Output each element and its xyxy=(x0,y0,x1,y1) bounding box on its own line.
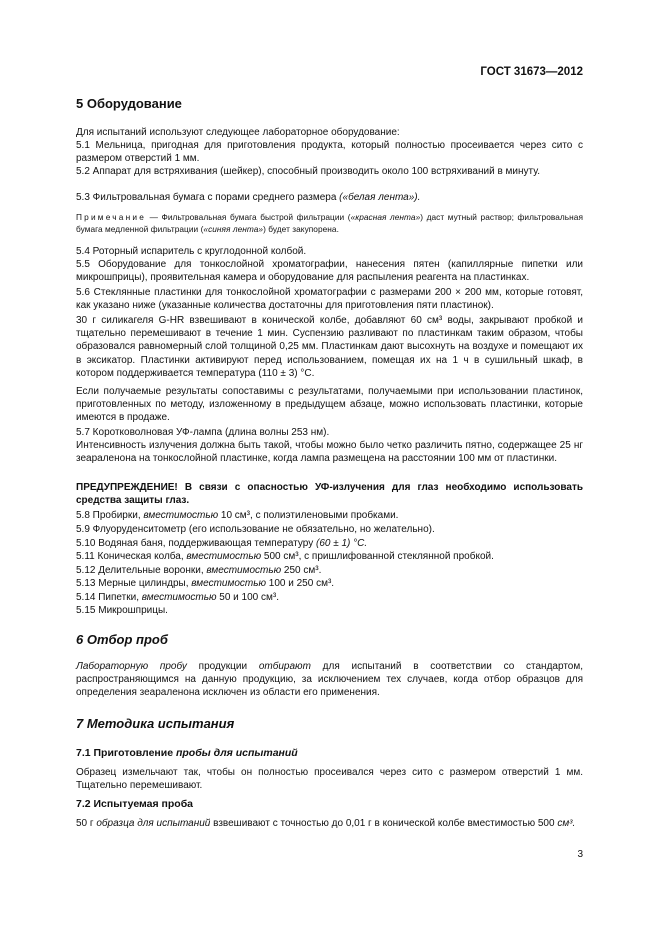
item-5-7 xyxy=(76,426,583,439)
s7-2-paragraph xyxy=(76,817,583,830)
section-5-title: 5 Оборудование xyxy=(76,96,182,111)
item-5-3 xyxy=(76,191,583,204)
item-5-1-text: 5.1 Мельница, пригодная для приготовления продукта, который полностью просеивается через сито с размером отверстий 1 мм. xyxy=(76,140,583,165)
document-header: ГОСТ 31673—2012 xyxy=(480,66,583,78)
item-5-7-intensity xyxy=(76,439,583,465)
item-5-14-a: 5.14 Пипетки, xyxy=(76,592,142,603)
item-5-8-b: вместимостью xyxy=(143,510,219,521)
item-5-11-a: 5.11 Коническая колба, xyxy=(76,551,187,562)
warning-text: ПРЕДУПРЕЖДЕНИЕ! В связи с опасностью УФ-излучения для глаз необходимо использовать средства защиты глаз. xyxy=(76,482,583,507)
s7-2-c: взвешивают с точностью до 0,01 г в конической колбе вместимостью 500 xyxy=(210,818,558,829)
item-5-15 xyxy=(76,604,583,617)
section-6-title: 6 Отбор проб xyxy=(76,632,168,647)
item-5-4-text: 5.4 Роторный испаритель с круглодонной колбой. xyxy=(76,246,307,257)
item-5-15-text: 5.15 Микрошприцы. xyxy=(76,605,168,616)
s6-paragraph xyxy=(76,660,583,700)
item-5-8-c: 10 см³, с полиэтиленовыми пробками. xyxy=(218,510,399,521)
item-5-11-c: 500 см³, с пришлифованной стеклянной пробкой. xyxy=(261,551,494,562)
item-5-1 xyxy=(76,139,583,165)
item-5-6-commercial xyxy=(76,385,583,425)
s6-para-c: отбирают xyxy=(258,661,311,672)
item-5-10-a: 5.10 Водяная баня, поддерживающая температуру xyxy=(76,538,316,549)
item-5-14-c: 50 и 100 см³. xyxy=(216,592,279,603)
subsection-7-1-title xyxy=(76,747,298,759)
item-5-6-prep-text: 30 г силикагеля G-HR взвешивают в конической колбе, добавляют 60 см³ воды, закрывают пробкой и тщательно перемешивают в течение 1 мин. Суспензию разливают по пластинкам таким образом, чтобы образовался равномерный слой толщиной 0,25 мм. Пластинкам дают высохнуть на воздухе и помещают их в эксикатор. Пластинки активируют перед использованием, помещая их на 1 ч в сушильный шкаф, в котором поддерживается температура (110 ± 3) °С. xyxy=(76,315,583,379)
item-5-11 xyxy=(76,550,583,563)
item-5-7-intensity-text: Интенсивность излучения должна быть такой, чтобы можно было четко различить пятно, содержащее 25 нг зеараленона на тонкослойной пластинке, когда лампа размещена на расстоянии 100 мм от пластинки. xyxy=(76,440,583,465)
item-5-12 xyxy=(76,564,583,577)
item-5-14 xyxy=(76,591,583,604)
item-5-2-text: 5.2 Аппарат для встряхивания (шейкер), способный производить около 100 встряхиваний в минуту. xyxy=(76,166,540,177)
item-5-9-text: 5.9 Флуоруденситометр (его использование не обязательно, но желательно). xyxy=(76,524,435,535)
item-5-12-a: 5.12 Делительные воронки, xyxy=(76,565,207,576)
s6-para-b: продукции xyxy=(186,661,259,672)
item-5-10-b: (60 ± 1) °С. xyxy=(316,538,368,549)
s6-para-d: для испытаний в соответствии со стандартом, распространяющимся на данную продукцию, за исключением тех случаев, когда отбор образцов для определения зеараленона исключен из области его применения. xyxy=(76,661,583,699)
item-5-12-b: вместимостью xyxy=(206,565,282,576)
note-text-d: «синяя лента» xyxy=(203,224,264,234)
item-5-5-text: 5.5 Оборудование для тонкослойной хроматографии, нанесения пятен (капиллярные пипетки или микрошприцы), проявительная камера и оборудование для распыления реагента на пластинках. xyxy=(76,259,583,284)
item-5-9 xyxy=(76,523,583,536)
item-5-8-a: 5.8 Пробирки, xyxy=(76,510,144,521)
sub-7-1-b: пробы для испытаний xyxy=(175,747,298,759)
item-5-13-a: 5.13 Мерные цилиндры, xyxy=(76,578,192,589)
s7-2-b: образца для испытаний xyxy=(96,818,211,829)
item-5-8 xyxy=(76,509,583,522)
item-5-10 xyxy=(76,537,583,550)
sub-7-1-a: 7.1 Приготовление xyxy=(76,747,176,759)
page-number: 3 xyxy=(577,849,583,860)
item-5-6-text: 5.6 Стеклянные пластинки для тонкослойной хроматографии с размерами 200 × 200 мм, которые готовят, как указано ниже (указанные количества достаточны для приготовления пяти пластинок). xyxy=(76,287,583,312)
s7-2-d: см³. xyxy=(557,818,576,829)
item-5-13-b: вместимостью xyxy=(191,578,266,589)
item-5-6-prep xyxy=(76,314,583,380)
item-5-14-b: вместимостью xyxy=(141,592,217,603)
item-5-7-text: 5.7 Коротковолновая УФ-лампа (длина волны 253 нм). xyxy=(76,427,330,438)
item-5-2 xyxy=(76,165,583,178)
s6-para-a: Лабораторную пробу xyxy=(76,661,187,672)
s5-intro-text: Для испытаний используют следующее лабораторное оборудование: xyxy=(76,127,400,138)
s7-2-a: 50 г xyxy=(76,818,97,829)
item-5-13-c: 100 и 250 см³. xyxy=(266,578,335,589)
s7-1-paragraph xyxy=(76,766,583,792)
item-5-4 xyxy=(76,245,583,258)
note-5-3 xyxy=(76,211,583,235)
s5-intro xyxy=(76,126,583,139)
note-text-c: ) даст мутный раствор; фильтровальная бумага медленной фильтрации ( xyxy=(76,212,583,234)
section-7-title: 7 Методика испытания xyxy=(76,716,235,731)
subsection-7-2-title: 7.2 Испытуемая проба xyxy=(76,798,194,810)
item-5-3-italic: («белая лента»). xyxy=(339,192,421,203)
item-5-12-c: 250 см³. xyxy=(281,565,322,576)
item-5-6-commercial-text: Если получаемые результаты сопоставимы с результатами, получаемыми при использовании пластинок, приготовленных по методу, изложенному в предыдущем абзаце, можно использовать пластинки, которые имеются в продаже. xyxy=(76,386,583,424)
item-5-5 xyxy=(76,258,583,284)
item-5-3-text: 5.3 Фильтровальная бумага с порами среднего размера xyxy=(76,192,340,203)
item-5-13 xyxy=(76,577,583,590)
s7-1-text: Образец измельчают так, чтобы он полностью просеивался через сито с размером отверстий 1 мм. Тщательно перемешивают. xyxy=(76,767,583,792)
warning xyxy=(76,481,583,507)
note-text-e: ) будет закупорена. xyxy=(263,224,339,234)
note-label: Примечание xyxy=(76,212,147,222)
item-5-6 xyxy=(76,286,583,312)
item-5-11-b: вместимостью xyxy=(186,551,262,562)
note-text-b: «красная лента» xyxy=(350,212,421,222)
note-text-a: — Фильтровальная бумага быстрой фильтрации ( xyxy=(146,212,351,222)
